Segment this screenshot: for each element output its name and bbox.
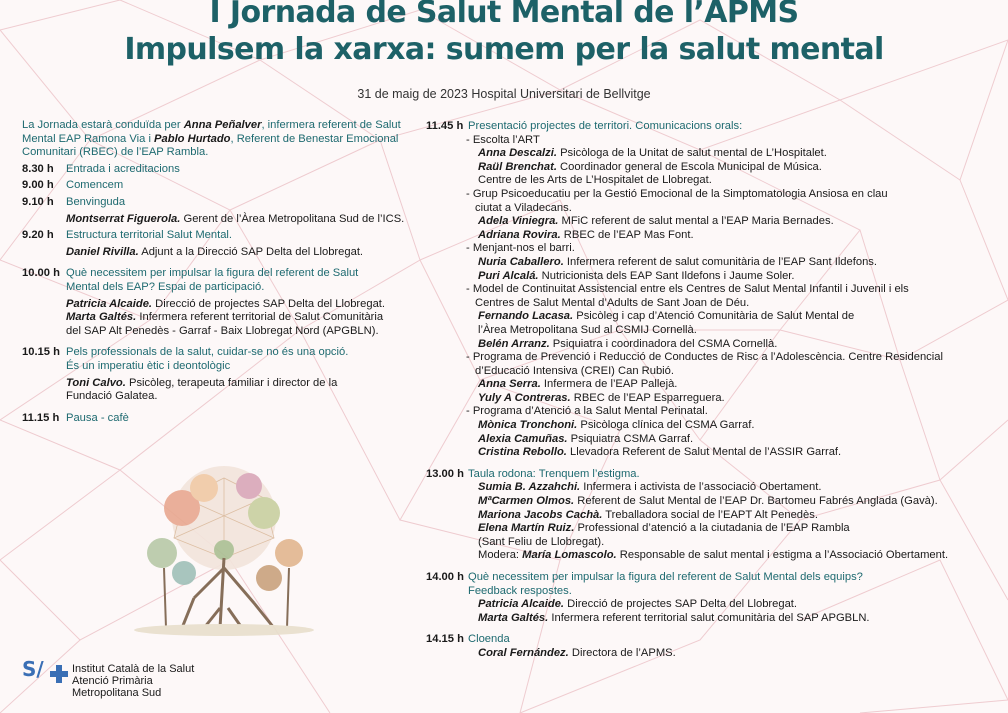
page-title-line1: I Jornada de Salut Mental de l’APMS [209, 0, 799, 30]
schedule-item: 13.00 h Taula rodona: Trenquem l’estigma. [426, 467, 640, 480]
speaker-role-continued: (Sant Feliu de Llobregat). [478, 535, 605, 548]
speaker: Anna Descalzi. Psicòloga de la Unitat de salut mental de L’Hospitalet. [478, 147, 827, 160]
speaker: Adela Viniegra. MFiC referent de salut mental a l’EAP Maria Bernades. [478, 215, 834, 228]
project-title: - Programa de Prevenció i Reducció de Conductes de Risc a l’Adolescència. Centre Residencial [466, 351, 943, 364]
schedule-item-continued: És un imperatiu ètic i deontològic [66, 359, 231, 372]
schedule-item: 14.00 h Què necessitem per impulsar la figura del referent de Salut Mental dels equips? [426, 571, 863, 583]
schedule-item: 11.15 h Pausa - cafè [22, 411, 129, 424]
project-title-continued: d’Educació Intensiva (CREI) Can Rubió. [475, 364, 674, 377]
speaker: Marta Galtés. Infermera referent territorial salut comunitària del SAP APGBLN. [478, 611, 870, 624]
page-title-line2: Impulsem la xarxa: sumem per la salut mental [124, 32, 884, 67]
speaker: Raül Brenchat. Coordinador general de Escola Municipal de Música. [478, 160, 822, 173]
tree-brain-illustration [124, 458, 324, 638]
speaker: Mònica Tronchoni. Psicòloga clínica del CSMA Garraf. [478, 419, 755, 432]
speaker: MªCarmen Olmos. Referent de Salut Mental de l’EAP Dr. Bartomeu Fabrés Anglada (Gavà). [478, 495, 938, 508]
project-title-continued: Centres de Salut Mental d’Adults de Sant Joan de Déu. [475, 296, 750, 309]
project-title: - Model de Continuitat Assistencial entre els Centres de Salut Mental Infantil i Juvenil i els [466, 283, 909, 296]
project-title: - Menjant-nos el barri. [466, 242, 575, 255]
speaker: Patricia Alcaide. Direcció de projectes SAP Delta del Llobregat. [478, 598, 798, 611]
date-place: 31 de maig de 2023 Hospital Universitari de Bellvitge [357, 87, 651, 101]
speaker: Patricia Alcaide. Direcció de projectes SAP Delta del Llobregat. [66, 297, 386, 310]
speaker: Alexia Camuñas. Psiquiatra CSMA Garraf. [478, 432, 694, 445]
speaker-role-continued: Fundació Galatea. [66, 390, 158, 403]
speaker: Marta Galtés. Infermera referent territorial de Salut Comunitària [66, 311, 384, 324]
schedule-item: 9.20 h Estructura territorial Salut Mental. [22, 229, 233, 242]
project-title: - Grup Psicoeducatiu per la Gestió Emocional de la Simptomatologia Ansiosa en clau [466, 187, 888, 200]
speaker: Puri Alcalá. Nutricionista dels EAP Sant Ildefons i Jaume Soler. [478, 269, 795, 282]
program-right-column [426, 120, 996, 661]
schedule-item-continued: Feedback respostes. [468, 584, 572, 597]
speaker: Coral Fernández. Directora de l’APMS. [478, 646, 676, 659]
speaker: Daniel Rivilla. Adjunt a la Direcció SAP Delta del Llobregat. [66, 245, 364, 258]
speaker: Montserrat Figuerola. Gerent de l’Àrea Metropolitana Sud de l’ICS. [66, 212, 405, 225]
speaker-role-continued: del SAP Alt Penedès - Garraf - Baix Llobregat Nord (APGBLN). [66, 324, 379, 337]
speaker-role-continued: Centre de les Arts de L’Hospitalet de Llobregat. [478, 174, 712, 187]
plus-cross-icon [50, 665, 68, 683]
project-title: - Programa d’Atenció a la Salut Mental Perinatal. [466, 405, 708, 418]
schedule-item: 9.00 h Comencem [22, 179, 124, 192]
schedule-item: 10.15 h Pels professionals de la salut, cuidar-se no és una opció. [22, 346, 349, 359]
speaker: Elena Martín Ruiz. Professional d’atenció a la ciutadania de l’EAP Rambla [478, 522, 850, 535]
moderator: Modera: María Lomascolo. Responsable de salut mental i estigma a l’Associació Obertament. [478, 549, 949, 562]
speaker: Belén Arranz. Psiquiatra i coordinadora del CSMA Cornellà. [478, 337, 778, 350]
speaker-role-continued: l’Àrea Metropolitana Sud al CSMIJ Cornellà. [478, 323, 697, 336]
speaker: Mariona Jacobs Cachà. Treballadora social de l’EAPT Alt Penedès. [478, 508, 818, 521]
intro-paragraph: La Jornada estarà conduïda per Anna Peñalver, infermera referent de Salut Mental EAP Ramona Via i Pablo Hurtado, Referent de Benestar Emocional Comunitari (RBEC) de l’EAP Rambla. [22, 119, 401, 159]
speaker: Toni Calvo. Psicòleg, terapeuta familiar i director de la [66, 376, 338, 389]
logo-mark: S/ [22, 657, 44, 681]
schedule-item: 14.15 h Cloenda [426, 633, 510, 646]
schedule-item: 9.10 h Benvinguda [22, 195, 126, 208]
project-title: - Escolta l’ART [466, 133, 540, 146]
speaker: Sumia B. Azzahchi. Infermera i activista de l’associació Obertament. [478, 481, 822, 494]
speaker: Adriana Rovira. RBEC de l’EAP Mas Font. [478, 228, 694, 241]
speaker: Fernando Lacasa. Psicòleg i cap d’Atenció Comunitària de Salut Mental de [478, 310, 855, 323]
speaker: Cristina Rebollo. Llevadora Referent de Salut Mental de l’ASSIR Garraf. [478, 446, 842, 459]
logo-text: Institut Català de la Salut Atenció Primària Metropolitana Sud [72, 663, 195, 699]
speaker: Anna Serra. Infermera de l’EAP Pallejà. [478, 378, 678, 391]
speaker: Yuly A Contreras. RBEC de l’EAP Esparreguera. [478, 391, 725, 404]
speaker: Nuria Caballero. Infermera referent de salut comunitària de l’EAP Sant Ildefons. [478, 255, 878, 268]
schedule-item: 11.45 h Presentació projectes de territori. Comunicacions orals: [426, 120, 743, 132]
schedule-item-continued: Mental dels EAP? Espai de participació. [66, 280, 265, 293]
program-left-column [22, 119, 407, 425]
project-title-continued: ciutat a Viladecans. [475, 201, 572, 214]
schedule-item: 8.30 h Entrada i acreditacions [22, 162, 180, 175]
schedule-item: 10.00 h Què necessitem per impulsar la figura del referent de Salut [22, 267, 359, 280]
